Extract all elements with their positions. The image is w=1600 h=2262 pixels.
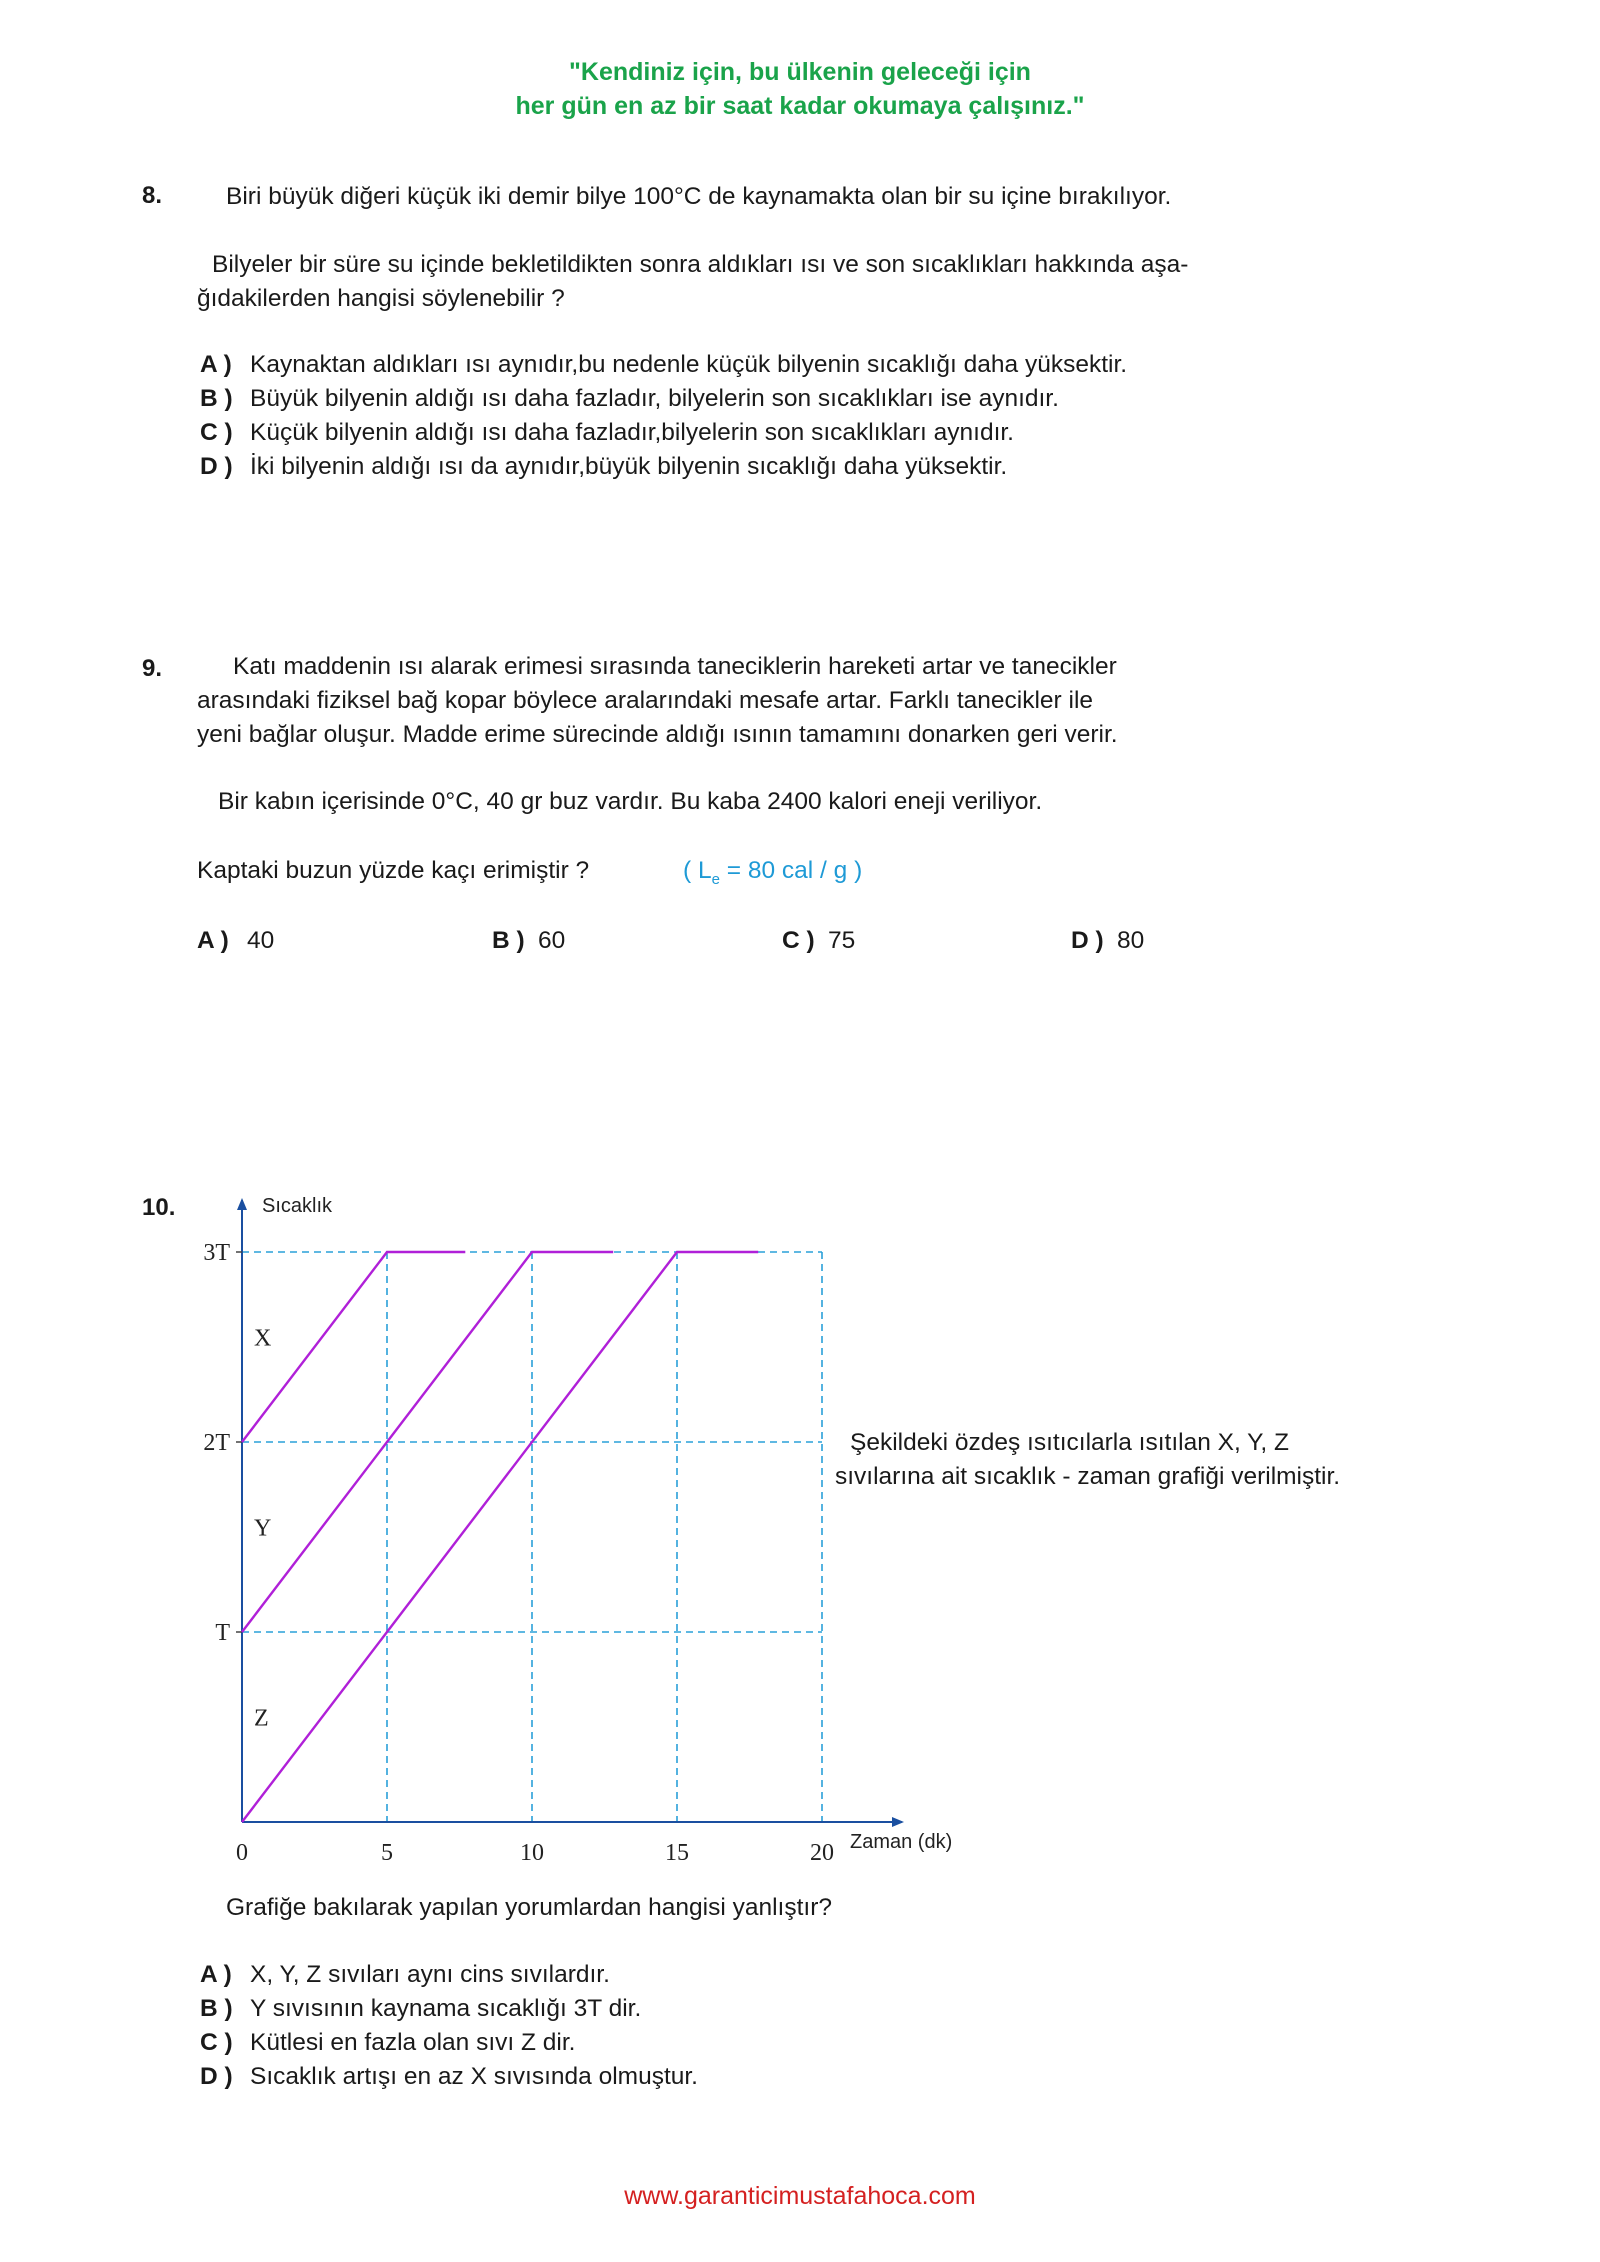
- y-tick-label: 3T: [203, 1240, 230, 1266]
- series-label-z: Z: [254, 1705, 269, 1732]
- question-8-stem: Biri büyük diğeri küçük iki demir bilye 100°C de kaynamakta olan bir su içine bırakılıyor.: [226, 183, 1172, 210]
- option-letter: D ): [200, 2063, 233, 2090]
- y-tick-label: 2T: [203, 1430, 230, 1456]
- option-text: Y sıvısının kaynama sıcaklığı 3T dir.: [250, 1995, 642, 2022]
- question-9-para-2: arasındaki fiziksel bağ kopar böylece aralarındaki mesafe artar. Farklı tanecikler ile: [197, 687, 1094, 714]
- info-line-2: sıvılarına ait sıcaklık - zaman grafiği verilmiştir.: [835, 1463, 1341, 1490]
- option-text: Kütlesi en fazla olan sıvı Z dir.: [250, 2029, 576, 2056]
- option-letter: C ): [200, 419, 233, 446]
- chart-grid: [242, 1252, 822, 1822]
- question-8-line-1: Bilyeler bir süre su içinde bekletildikten sonra aldıkları ısı ve son sıcaklıkları hakkında aşa-: [212, 251, 1189, 278]
- series-label-y: Y: [254, 1515, 272, 1542]
- quote-line-2: her gün en az bir saat kadar okumaya çalışınız.": [515, 92, 1085, 120]
- option-text: 75: [828, 927, 856, 954]
- option-text: Büyük bilyenin aldığı ısı daha fazladır, bilyelerin son sıcaklıkları ise aynıdır.: [250, 385, 1059, 412]
- x-axis-label: Zaman (dk): [850, 1831, 953, 1853]
- hint-close: = 80 cal / g ): [719, 857, 863, 884]
- hint-subscript: e: [711, 870, 720, 888]
- option-letter: A ): [200, 351, 232, 378]
- option-letter: B ): [200, 385, 233, 412]
- option-text: 60: [538, 927, 566, 954]
- info-line-1: Şekildeki özdeş ısıtıcılarla ısıtılan X, Y, Z: [850, 1429, 1289, 1456]
- option-d[interactable]: [200, 2060, 698, 2094]
- option-text: 40: [247, 927, 275, 954]
- x-tick-label: 15: [665, 1840, 689, 1866]
- question-10-options: [200, 1958, 698, 2094]
- option-letter: C ): [200, 2029, 233, 2056]
- option-letter: B ): [200, 1995, 233, 2022]
- chart-series: [242, 1252, 758, 1822]
- question-10-info: [835, 1426, 1340, 1494]
- question-9-number: 9.: [142, 655, 163, 682]
- option-letter: A ): [197, 927, 229, 954]
- x-tick-label: 5: [381, 1840, 393, 1866]
- question-9-question: Kaptaki buzun yüzde kaçı erimiştir ?: [197, 857, 590, 884]
- series-label-x: X: [254, 1325, 272, 1352]
- option-text: X, Y, Z sıvıları aynı cins sıvılardır.: [250, 1961, 610, 1988]
- option-c[interactable]: [200, 2026, 698, 2060]
- x-tick-label: 10: [520, 1840, 544, 1866]
- x-tick-label: 20: [810, 1840, 834, 1866]
- chart-axes: [236, 1200, 902, 1822]
- option-text: 80: [1117, 927, 1145, 954]
- option-text: İki bilyenin aldığı ısı da aynıdır,büyük bilyenin sıcaklığı daha yüksektir.: [250, 453, 1008, 480]
- y-axis-label: Sıcaklık: [262, 1195, 333, 1217]
- option-letter: A ): [200, 1961, 232, 1988]
- question-9-para-1: Katı maddenin ısı alarak erimesi sırasında taneciklerin hareketi artar ve tanecikler: [233, 653, 1117, 680]
- hint-open: ( L: [683, 857, 712, 884]
- option-b[interactable]: [200, 1992, 698, 2026]
- question-9-given: Bir kabın içerisinde 0°C, 40 gr buz vardır. Bu kaba 2400 kalori eneji veriliyor.: [218, 788, 1043, 815]
- option-text: Sıcaklık artışı en az X sıvısında olmuştur.: [250, 2063, 698, 2090]
- option-letter: D ): [1071, 927, 1104, 954]
- option-letter: C ): [782, 927, 815, 954]
- series-line-z: [242, 1252, 758, 1822]
- series-line-x: [242, 1252, 465, 1442]
- question-10-question: Grafiğe bakılarak yapılan yorumlardan hangisi yanlıştır?: [226, 1894, 833, 1921]
- option-letter: D ): [200, 453, 233, 480]
- option-letter: B ): [492, 927, 525, 954]
- y-tick-label: T: [215, 1620, 230, 1646]
- option-a[interactable]: [200, 1958, 698, 1992]
- question-8-number: 8.: [142, 182, 163, 209]
- option-text: Kaynaktan aldıkları ısı aynıdır,bu nedenle küçük bilyenin sıcaklığı daha yüksektir.: [250, 351, 1128, 378]
- option-text: Küçük bilyenin aldığı ısı daha fazladır,bilyelerin son sıcaklıkları aynıdır.: [250, 419, 1014, 446]
- question-9-para-3: yeni bağlar oluşur. Madde erime sürecinde aldığı ısının tamamını donarken geri verir.: [197, 721, 1118, 748]
- chart-labels: [203, 1195, 952, 1866]
- footer-website[interactable]: www.garanticimustafahoca.com: [624, 2182, 976, 2210]
- question-8-line-2: ğıdakilerden hangisi söylenebilir ?: [197, 285, 565, 312]
- x-tick-label: 0: [236, 1840, 248, 1866]
- quote-line-1: "Kendiniz için, bu ülkenin geleceği için: [569, 58, 1031, 86]
- question-10-number: 10.: [142, 1194, 176, 1221]
